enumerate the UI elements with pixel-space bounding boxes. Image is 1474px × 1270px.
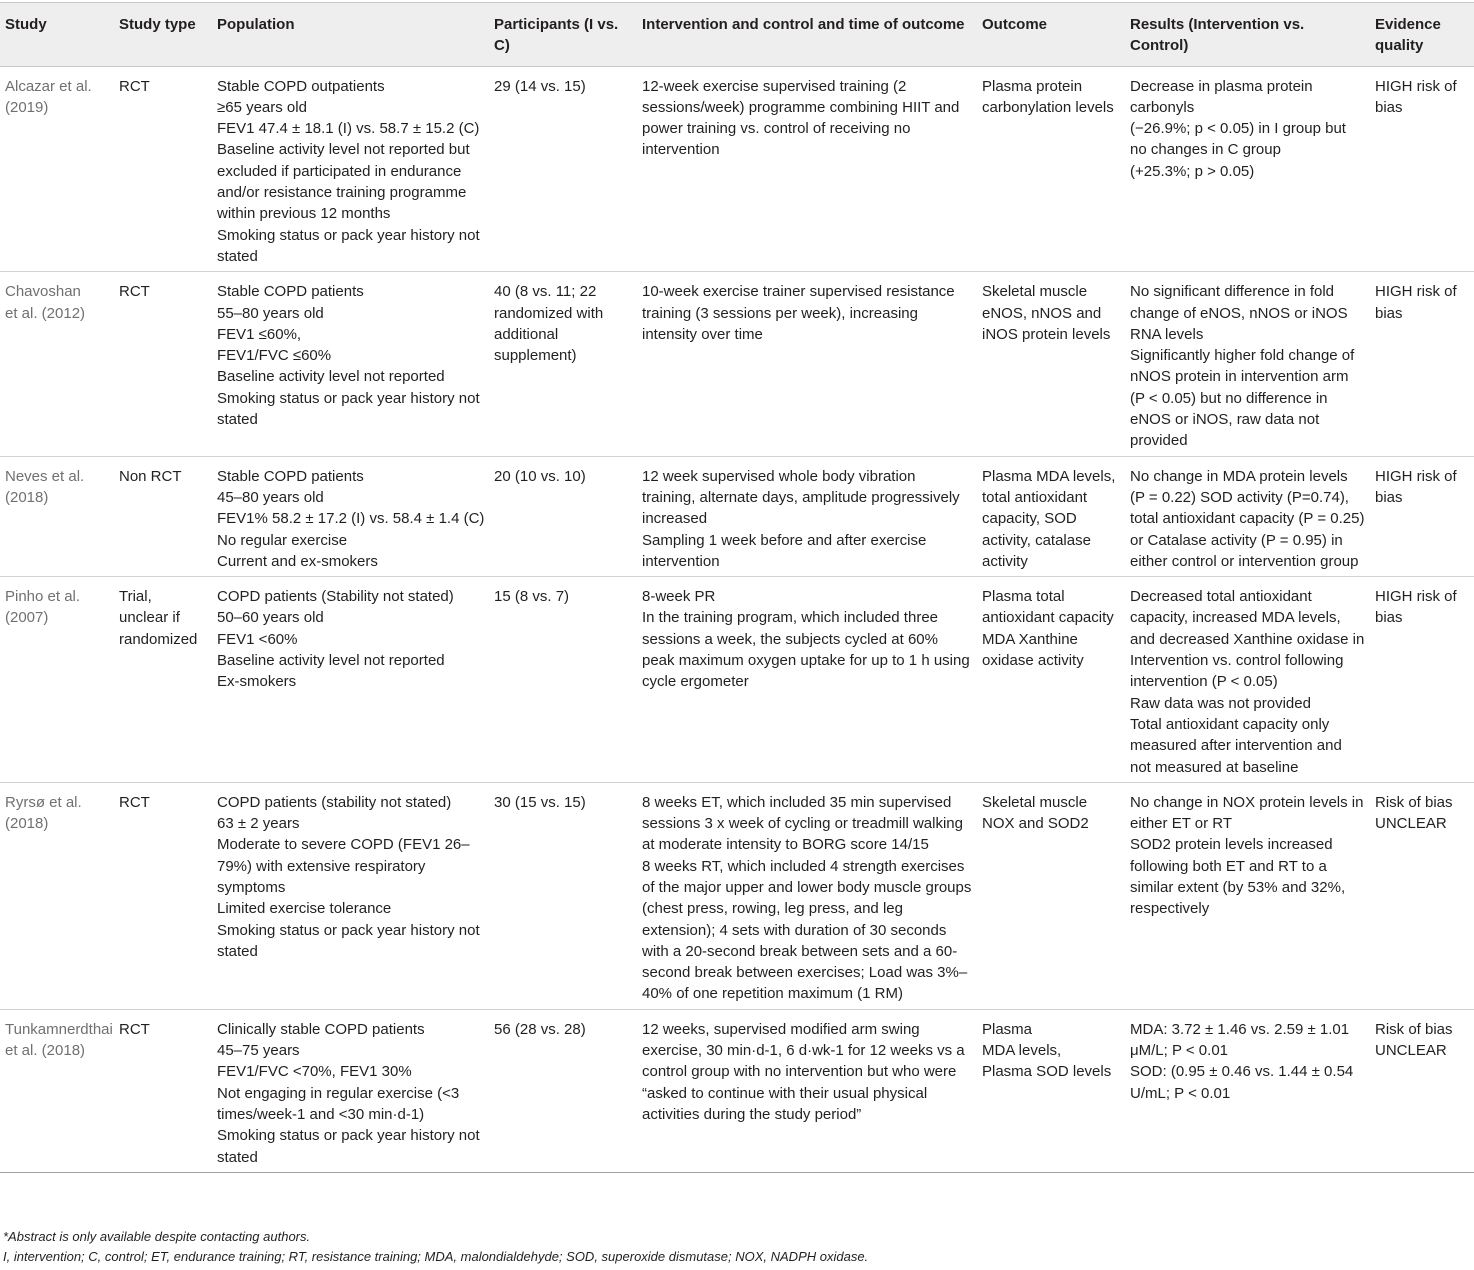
- cell-line: 63 ± 2 years: [217, 815, 300, 833]
- cell-line: Total antioxidant capacity only measured after intervention and not measured at baseline: [1130, 715, 1342, 776]
- cell-evidence-quality: [1370, 66, 1474, 272]
- cell-intervention: [637, 1009, 977, 1172]
- cell-line: Alcazar et al.: [5, 77, 92, 95]
- cell-study-type: [114, 782, 212, 1009]
- table-row: [0, 577, 1474, 783]
- table-row: [0, 272, 1474, 456]
- cell-outcome: [977, 782, 1125, 1009]
- cell-line: 40 (8 vs. 11; 22 randomized with additional supplement): [494, 283, 604, 365]
- table-row: [0, 66, 1474, 272]
- cell-line: Raw data was not provided: [1130, 694, 1311, 712]
- cell-evidence-quality: [1370, 272, 1474, 456]
- cell-study-type: [114, 577, 212, 783]
- cell-intervention: [637, 577, 977, 783]
- cell-line: COPD patients (Stability not stated): [217, 588, 454, 606]
- cell-line: unclear if: [119, 609, 180, 627]
- cell-participants: [489, 272, 637, 456]
- cell-line: Skeletal muscle eNOS, nNOS and iNOS protein levels: [982, 283, 1111, 343]
- cell-line: FEV1 47.4 ± 18.1 (I) vs. 58.7 ± 15.2 (C): [217, 120, 480, 138]
- cell-line: Baseline activity level not reported: [217, 368, 445, 386]
- cell-study-type: [114, 1009, 212, 1172]
- cell-line: Neves et al.: [5, 467, 85, 485]
- cell-line: et al. (2012): [5, 304, 86, 322]
- cell-line: Plasma SOD levels: [982, 1063, 1112, 1081]
- cell-outcome: [977, 577, 1125, 783]
- cell-line: Clinically stable COPD patients: [217, 1020, 425, 1038]
- cell-participants: [489, 1009, 637, 1172]
- cell-participants: [489, 456, 637, 576]
- cell-line: Plasma protein carbonylation levels: [982, 77, 1114, 116]
- cell-line: No change in NOX protein levels in either ET or RT: [1130, 793, 1364, 833]
- cell-line: 30 (15 vs. 15): [494, 793, 586, 811]
- cell-population: [212, 782, 489, 1009]
- cell-evidence-quality: [1370, 782, 1474, 1009]
- cell-line: Decreased total antioxidant capacity, increased MDA levels, and decreased Xanthine oxidase in Intervention vs. control following intervention (P < 0.05): [1130, 588, 1365, 691]
- cell-line: No regular exercise: [217, 531, 348, 549]
- table-row: [0, 456, 1474, 576]
- cell-line: 56 (28 vs. 28): [494, 1020, 586, 1038]
- cell-participants: [489, 782, 637, 1009]
- cell-line: 50–60 years old: [217, 609, 324, 627]
- cell-line: RCT: [119, 1020, 150, 1038]
- cell-intervention: [637, 456, 977, 576]
- cell-evidence-quality: [1370, 456, 1474, 576]
- header-participants: Participants (I vs. C): [489, 3, 637, 67]
- header-intervention: Intervention and control and time of outcome: [637, 3, 977, 67]
- cell-line: Non RCT: [119, 467, 182, 485]
- cell-line: HIGH risk of bias: [1375, 77, 1457, 116]
- cell-outcome: [977, 66, 1125, 272]
- cell-line: Plasma total antioxidant capacity MDA Xanthine oxidase activity: [982, 588, 1114, 670]
- cell-line: Stable COPD outpatients: [217, 77, 385, 95]
- cell-study: [0, 272, 114, 456]
- cell-line: Limited exercise tolerance: [217, 900, 392, 918]
- cell-line: Sampling 1 week before and after exercise intervention: [642, 531, 927, 570]
- cell-line: (+25.3%; p > 0.05): [1130, 162, 1255, 180]
- cell-line: Current and ex-smokers: [217, 552, 378, 570]
- cell-study: [0, 577, 114, 783]
- cell-line: Ex-smokers: [217, 673, 297, 691]
- cell-line: (2018): [5, 815, 49, 833]
- header-outcome: Outcome: [977, 3, 1125, 67]
- cell-study: [0, 782, 114, 1009]
- header-population: Population: [212, 3, 489, 67]
- cell-population: [212, 1009, 489, 1172]
- cell-line: Moderate to severe COPD (FEV1 26–79%) with extensive respiratory symptoms: [217, 836, 470, 896]
- cell-outcome: [977, 456, 1125, 576]
- cell-line: SOD2 protein levels increased following both ET and RT to a similar extent (by 53% and 32%, respectively: [1130, 836, 1346, 918]
- cell-line: FEV1/FVC <70%, FEV1 30%: [217, 1063, 412, 1081]
- cell-line: COPD patients (stability not stated): [217, 793, 452, 811]
- cell-study-type: [114, 456, 212, 576]
- cell-line: 8 weeks RT, which included 4 strength exercises of the major upper and lower body muscle groups (chest press, rowing, leg press, and leg extension); 4 sets with duration of 30 seconds with a 20-second break between sets and a 60-second break between exercises; Load was 3%–40% of one repetition maximum (1 RM): [642, 857, 972, 1003]
- header-study: Study: [0, 3, 114, 67]
- cell-line: HIGH risk of bias: [1375, 283, 1457, 322]
- cell-line: (2007): [5, 609, 49, 627]
- cell-line: FEV1/FVC ≤60%: [217, 347, 332, 365]
- cell-line: MDA levels,: [982, 1042, 1062, 1060]
- cell-line: 45–80 years old: [217, 488, 324, 506]
- cell-line: FEV1 ≤60%,: [217, 325, 302, 343]
- cell-outcome: [977, 1009, 1125, 1172]
- cell-line: Ryrsø et al.: [5, 793, 82, 811]
- cell-line: RCT: [119, 283, 150, 301]
- cell-line: RCT: [119, 793, 150, 811]
- cell-results: [1125, 456, 1370, 576]
- cell-line: FEV1 <60%: [217, 630, 298, 648]
- cell-line: 12 week supervised whole body vibration training, alternate days, amplitude progressively increased: [642, 467, 960, 528]
- cell-population: [212, 456, 489, 576]
- cell-line: Tunkamnerdthai: [5, 1020, 113, 1038]
- cell-participants: [489, 577, 637, 783]
- cell-intervention: [637, 272, 977, 456]
- cell-line: randomized: [119, 630, 198, 648]
- cell-line: Chavoshan: [5, 283, 81, 301]
- cell-line: Trial,: [119, 588, 152, 606]
- header-study-type: Study type: [114, 3, 212, 67]
- cell-line: Plasma MDA levels, total antioxidant capacity, SOD activity, catalase activity: [982, 467, 1116, 570]
- cell-evidence-quality: [1370, 1009, 1474, 1172]
- cell-intervention: [637, 66, 977, 272]
- table-row: [0, 782, 1474, 1009]
- cell-line: HIGH risk of bias: [1375, 588, 1457, 627]
- cell-line: Risk of bias UNCLEAR: [1375, 1020, 1453, 1060]
- cell-line: Stable COPD patients: [217, 283, 364, 301]
- cell-results: [1125, 782, 1370, 1009]
- cell-line: HIGH risk of bias: [1375, 467, 1457, 506]
- cell-line: Stable COPD patients: [217, 467, 364, 485]
- cell-line: No significant difference in fold change of eNOS, nNOS or iNOS RNA levels: [1130, 283, 1348, 343]
- table-row: [0, 1009, 1474, 1172]
- cell-line: 12-week exercise supervised training (2 sessions/week) programme combining HIIT and power training vs. control of receiving no intervention: [642, 77, 960, 159]
- cell-line: et al. (2018): [5, 1042, 86, 1060]
- cell-line: 45–75 years: [217, 1042, 300, 1060]
- cell-line: Baseline activity level not reported: [217, 652, 445, 670]
- cell-line: Smoking status or pack year history not stated: [217, 389, 480, 429]
- cell-line: Smoking status or pack year history not stated: [217, 921, 480, 960]
- cell-study: [0, 456, 114, 576]
- cell-study-type: [114, 272, 212, 456]
- cell-line: MDA: 3.72 ± 1.46 vs. 2.59 ± 1.01 μM/L; P < 0.01: [1130, 1020, 1350, 1060]
- cell-outcome: [977, 272, 1125, 456]
- cell-line: Pinho et al.: [5, 588, 81, 606]
- cell-line: Skeletal muscle NOX and SOD2: [982, 793, 1089, 833]
- cell-results: [1125, 272, 1370, 456]
- cell-results: [1125, 577, 1370, 783]
- cell-results: [1125, 1009, 1370, 1172]
- cell-line: 10-week exercise trainer supervised resistance training (3 sessions per week), increasing intensity over time: [642, 283, 955, 343]
- cell-line: Significantly higher fold change of nNOS protein in intervention arm (P < 0.05) but no difference in eNOS or iNOS, raw data not provided: [1130, 347, 1355, 450]
- evidence-table: [0, 2, 1474, 1173]
- cell-population: [212, 66, 489, 272]
- cell-line: ≥65 years old: [217, 98, 307, 116]
- cell-population: [212, 272, 489, 456]
- cell-line: Smoking status or pack year history not stated: [217, 1127, 480, 1166]
- cell-line: SOD: (0.95 ± 0.46 vs. 1.44 ± 0.54 U/mL; P < 0.01: [1130, 1063, 1354, 1102]
- header-results: Results (Intervention vs. Control): [1125, 3, 1370, 67]
- cell-line: 8 weeks ET, which included 35 min supervised sessions 3 x week of cycling or treadmill walking at moderate intensity to BORG score 14/15: [642, 793, 963, 854]
- cell-population: [212, 577, 489, 783]
- cell-study-type: [114, 66, 212, 272]
- cell-results: [1125, 66, 1370, 272]
- cell-study: [0, 66, 114, 272]
- cell-line: 12 weeks, supervised modified arm swing exercise, 30 min·d-1, 6 d·wk-1 for 12 weeks vs a control group with no intervention but who were “asked to continue with their usual physical activities during the study period”: [642, 1020, 965, 1123]
- cell-line: 8-week PR: [642, 588, 716, 606]
- cell-line: Not engaging in regular exercise (<3 times/week-1 and <30 min·d-1): [217, 1084, 460, 1123]
- cell-line: Decrease in plasma protein carbonyls: [1130, 77, 1313, 116]
- header-row: [0, 3, 1474, 67]
- cell-line: 20 (10 vs. 10): [494, 467, 586, 485]
- cell-line: Baseline activity level not reported but excluded if participated in endurance and/or resistance training programme within previous 12 months: [217, 141, 470, 223]
- header-evidence-quality: Evidence quality: [1370, 3, 1474, 67]
- cell-intervention: [637, 782, 977, 1009]
- cell-line: Plasma: [982, 1020, 1033, 1038]
- cell-line: (2018): [5, 488, 49, 506]
- cell-participants: [489, 66, 637, 272]
- cell-line: (−26.9%; p < 0.05) in I group but no changes in C group: [1130, 120, 1346, 159]
- cell-line: 55–80 years old: [217, 304, 324, 322]
- cell-line: 15 (8 vs. 7): [494, 588, 570, 606]
- cell-study: [0, 1009, 114, 1172]
- cell-line: Smoking status or pack year history not stated: [217, 226, 480, 265]
- cell-line: 29 (14 vs. 15): [494, 77, 586, 95]
- table-body: [0, 66, 1474, 1172]
- cell-evidence-quality: [1370, 577, 1474, 783]
- footnote-abbreviations: I, intervention; C, control; ET, endurance training; RT, resistance training; MDA, malondialdehyde; SOD, superoxide dismutase; NOX, NADPH oxidase.: [3, 1249, 869, 1264]
- cell-line: FEV1% 58.2 ± 17.2 (I) vs. 58.4 ± 1.4 (C): [217, 510, 485, 528]
- cell-line: RCT: [119, 77, 150, 95]
- footnote-abstract: *Abstract is only available despite contacting authors.: [3, 1229, 311, 1244]
- cell-line: In the training program, which included three sessions a week, the subjects cycled at 60% peak maximum oxygen uptake for up to 1 h using cycle ergometer: [642, 609, 970, 691]
- cell-line: No change in MDA protein levels (P = 0.22) SOD activity (P=0.74), total antioxidant capacity (P = 0.25) or Catalase activity (P = 0.95) in either control or intervention group: [1130, 467, 1365, 570]
- cell-line: Risk of bias UNCLEAR: [1375, 793, 1453, 833]
- cell-line: (2019): [5, 98, 49, 116]
